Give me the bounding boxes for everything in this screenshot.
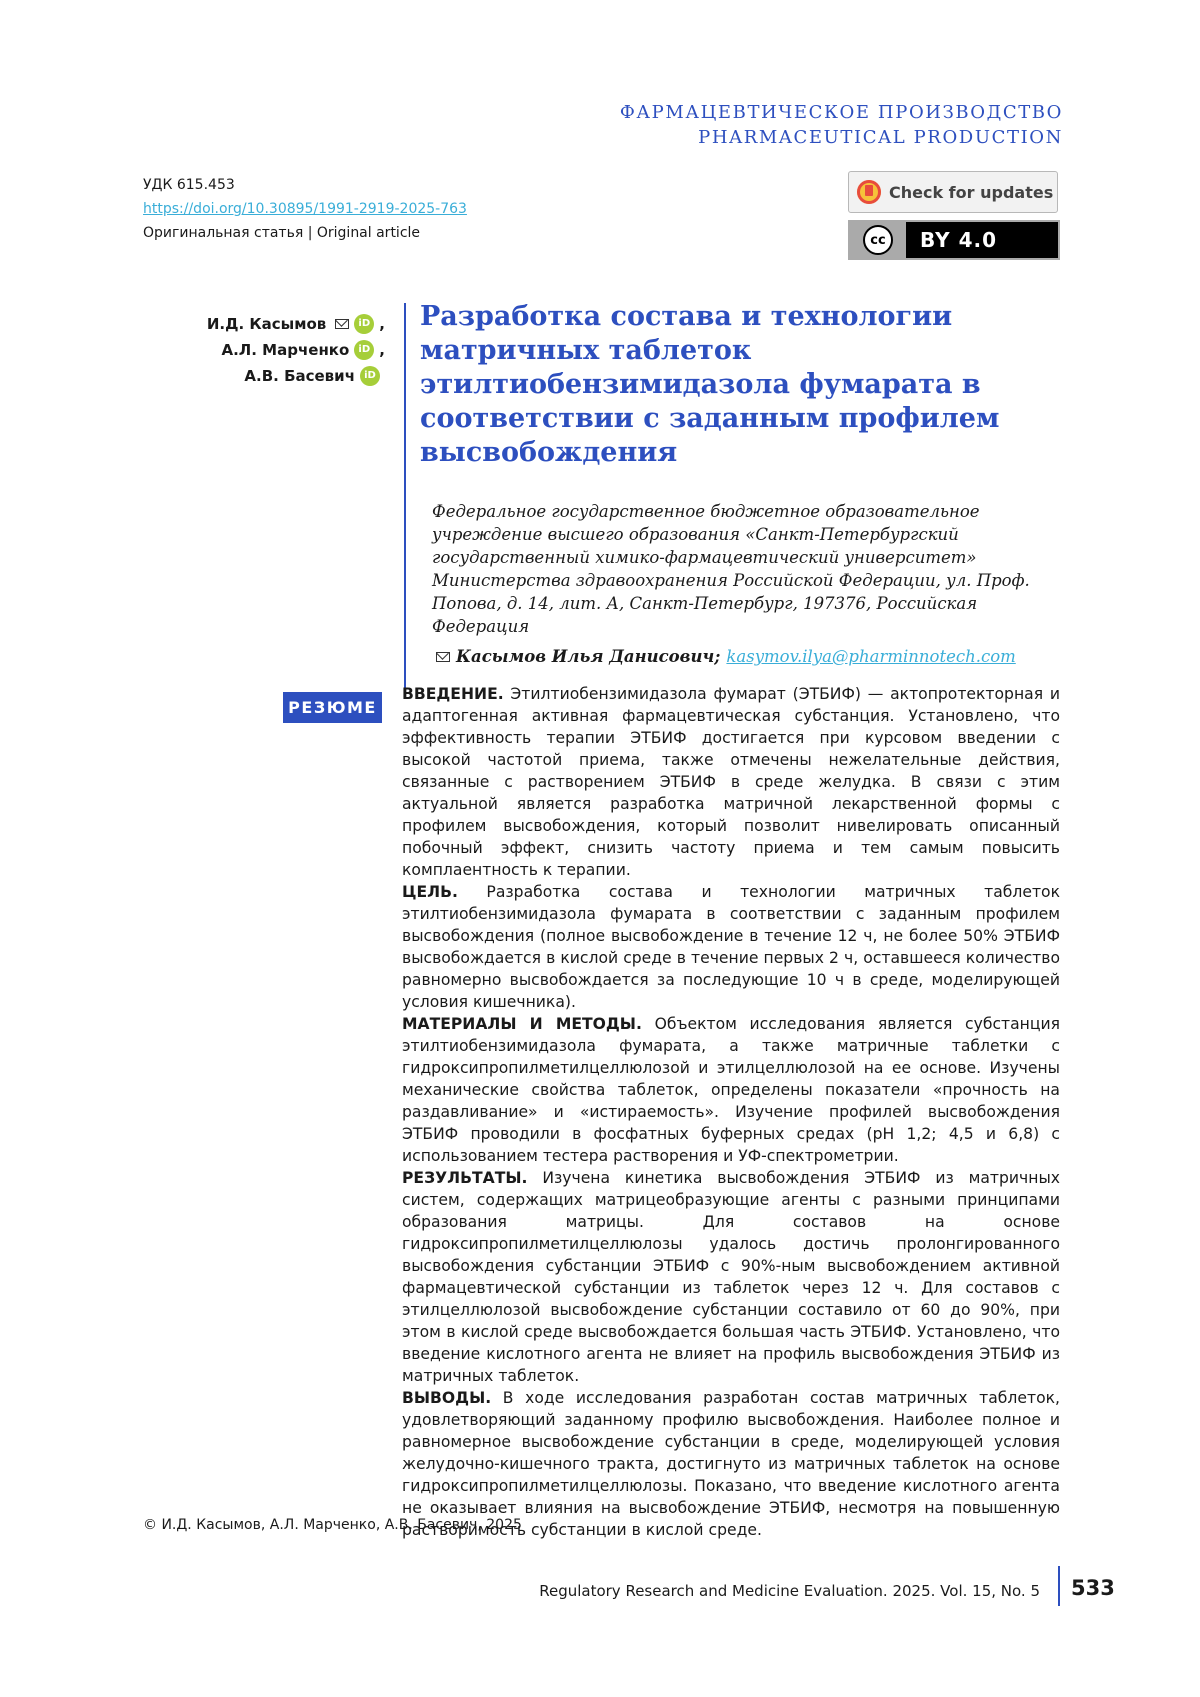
abstract-section <box>402 881 1060 1013</box>
article-title: Разработка состава и технологии матричных таблеток этилтиобензимидазола фумарата в соответствии с заданным профилем высвобождения <box>420 301 1000 468</box>
orcid-icon[interactable]: iD <box>354 340 374 360</box>
author-item <box>207 363 385 389</box>
corresponding-name: Касымов Илья Данисович; <box>456 647 721 666</box>
author-name: А.В. Басевич <box>244 367 355 385</box>
license-badge[interactable] <box>848 220 1060 260</box>
author-list <box>207 311 385 389</box>
abstract-text: Этилтиобензимидазола фумарат (ЭТБИФ) — актопротекторная и адаптогенная активная фармацевтическая субстанция. Установлено, что эффективность терапии ЭТБИФ достигается при курсовом введении с высокой частотой приема, также отмечены нежелательные действия, связанные с растворением ЭТБИФ в среде желудка. В связи с этим актуальной является разработка матричной лекарственной формы с профилем высвобождения, который позволит нивелировать описанный побочный эффект, снизить частоту приема и тем самым повысить комплаентность к терапии. <box>402 685 1060 879</box>
doi-link[interactable]: https://doi.org/10.30895/1991-2919-2025-763 <box>143 201 467 217</box>
orcid-icon[interactable]: iD <box>354 314 374 334</box>
envelope-icon[interactable] <box>335 319 349 329</box>
section-header <box>620 100 1063 150</box>
abstract-heading: ВВЕДЕНИЕ. <box>402 685 504 703</box>
abstract-body <box>402 683 1060 1541</box>
abstract-section <box>402 683 1060 881</box>
orcid-icon[interactable]: iD <box>360 366 380 386</box>
abstract-text: Разработка состава и технологии матричных таблеток этилтиобензимидазола фумарата в соответствии с заданным профилем высвобождения (полное высвобождение в течение 12 ч, не более 50% ЭТБИФ высвобождается в кислой среде в течение первых 2 ч, оставшееся количество равномерно высвобождается за последующие 10 ч в среде, моделирующей условия кишечника). <box>402 883 1060 1011</box>
abstract-section <box>402 1167 1060 1387</box>
license-label: BY 4.0 <box>920 228 998 252</box>
journal-citation: Regulatory Research and Medicine Evaluation. 2025. Vol. 15, No. 5 <box>539 1582 1040 1600</box>
abstract-section <box>402 1013 1060 1167</box>
author-name: А.Л. Марченко <box>221 341 350 359</box>
envelope-icon <box>436 652 450 662</box>
abstract-text: В ходе исследования разработан состав матричных таблеток, удовлетворяющий заданному профилю высвобождения. Наиболее полное и равномерное высвобождение субстанции в среде, моделирующей условия желудочно-кишечного тракта, достигнуто из матричных таблеток на основе гидроксипропилметилцеллюлозы. Показано, что введение кислотного агента не оказывает влияния на высвобождение ЭТБИФ, несмотря на повышенную растворимость субстанции в кислой среде. <box>402 1389 1060 1539</box>
creative-commons-icon: cc <box>850 222 906 258</box>
abstract-badge: РЕЗЮМЕ <box>283 692 382 723</box>
abstract-heading: ЦЕЛЬ. <box>402 883 458 901</box>
author-item: И.Д. Касымов iD , <box>207 311 385 337</box>
affiliation: Федеральное государственное бюджетное образовательное учреждение высшего образования «Санкт-Петербургский государственный химико-фармацевтический университет» Министерства здравоохранения Российской Федерации, ул. Проф. Попова, д. 14, лит. А, Санкт-Петербург, 197376, Российская Федерация <box>432 502 1030 636</box>
page-number: 533 <box>1071 1576 1115 1600</box>
section-title-ru: ФАРМАЦЕВТИЧЕСКОЕ ПРОИЗВОДСТВО <box>619 102 1063 123</box>
udk: УДК 615.453 <box>143 177 235 193</box>
corresponding-email[interactable]: kasymov.ilya@pharminnotech.com <box>726 647 1016 666</box>
corresponding-author <box>432 647 1016 666</box>
abstract-heading: МАТЕРИАЛЫ И МЕТОДЫ. <box>402 1015 642 1033</box>
article-type: Оригинальная статья | Original article <box>143 225 421 241</box>
abstract-text: Изучена кинетика высвобождения ЭТБИФ из матричных систем, содержащих матрицеобразующие агенты с разными принципами образования матрицы. Для составов на основе гидроксипропилметилцеллюлозы удалось достичь пролонгированного высвобождения субстанции ЭТБИФ с 90%-ным высвобождением активной фармацевтической субстанции из таблеток через 12 ч. Для составов с этилцеллюлозой высвобождение субстанции составило от 60 до 90%, при этом в кислой среде высвобождается большая часть ЭТБИФ. Установлено, что введение кислотного агента не влияет на профиль высвобождения ЭТБИФ из матричных таблеток. <box>402 1169 1060 1385</box>
section-title-en: PHARMACEUTICAL PRODUCTION <box>698 127 1063 148</box>
title-divider <box>404 303 406 698</box>
abstract-heading: РЕЗУЛЬТАТЫ. <box>402 1169 528 1187</box>
crossmark-icon <box>857 180 881 204</box>
author-name: И.Д. Касымов <box>206 315 327 333</box>
author-item: А.Л. Марченко iD , <box>207 337 385 363</box>
copyright: © И.Д. Касымов, А.Л. Марченко, А.В. Басевич, 2025 <box>143 1517 522 1533</box>
check-for-updates-label: Check for updates <box>889 182 1054 202</box>
footer-divider <box>1058 1566 1060 1606</box>
check-for-updates-button[interactable] <box>848 171 1058 213</box>
article-meta <box>143 173 467 245</box>
abstract-heading: ВЫВОДЫ. <box>402 1389 492 1407</box>
abstract-text: Объектом исследования является субстанция этилтиобензимидазола фумарата, а также матричные таблетки с гидроксипропилметилцеллюлозой и этилцеллюлозой на ее основе. Изучены механические свойства таблеток, определены показатели «прочность на раздавливание» и «истираемость». Изучение профилей высвобождения ЭТБИФ проводили в фосфатных буферных средах (рН 1,2; 4,5 и 6,8) с использованием тестера растворения и УФ-спектрометрии. <box>402 1015 1060 1165</box>
